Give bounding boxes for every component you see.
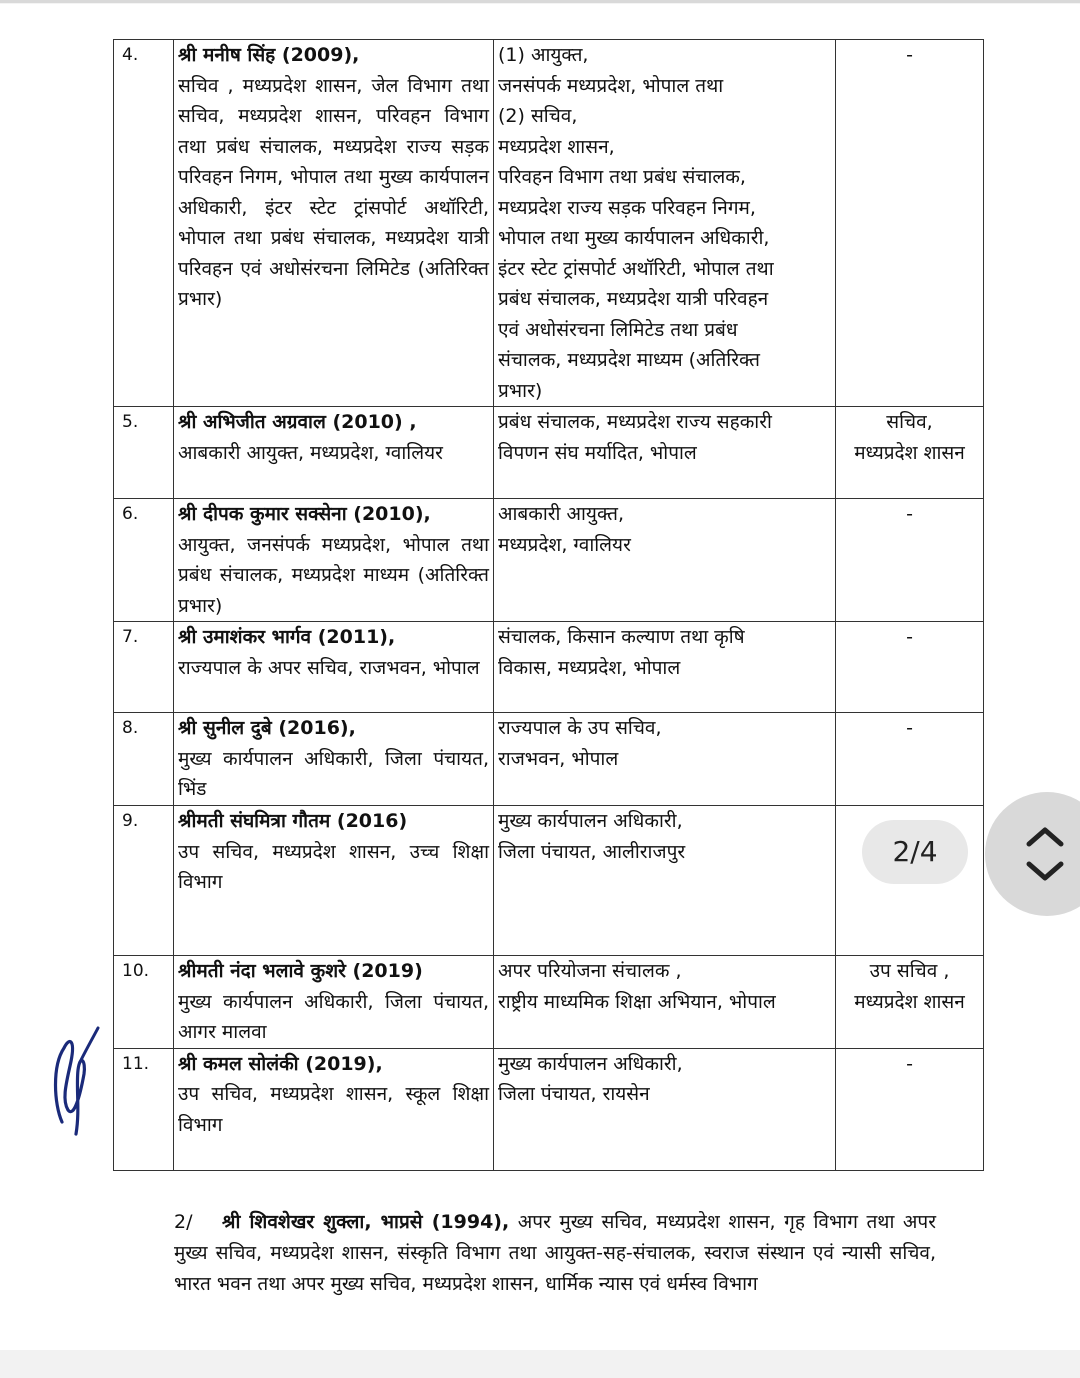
new-posting-line: राष्ट्रीय माध्यमिक शिक्षा अभियान, भोपाल bbox=[498, 990, 776, 1013]
new-posting-line: विकास, मध्यप्रदेश, भोपाल bbox=[498, 656, 681, 679]
officer-name: श्रीमती नंदा भलावे कुशरे (2019) bbox=[178, 960, 423, 982]
paragraph-2 bbox=[174, 1207, 936, 1300]
serial-number: 10. bbox=[114, 956, 174, 1049]
new-posting-cell bbox=[494, 1048, 836, 1170]
serial-number: 7. bbox=[114, 622, 174, 713]
new-posting-line: अपर परियोजना संचालक , bbox=[498, 960, 682, 982]
current-posting-cell bbox=[174, 407, 494, 499]
new-posting-cell bbox=[494, 713, 836, 806]
current-posting-cell bbox=[174, 1048, 494, 1170]
serial-number: 4. bbox=[114, 40, 174, 407]
new-posting-cell bbox=[494, 806, 836, 956]
chevron-up-down-icon bbox=[1023, 824, 1067, 884]
serial-number: 9. bbox=[114, 806, 174, 956]
current-posting-cell bbox=[174, 713, 494, 806]
current-posting: उप सचिव, मध्यप्रदेश शासन, स्कूल शिक्षा विभाग bbox=[178, 1083, 489, 1136]
transfer-table bbox=[113, 39, 984, 1171]
table-row bbox=[114, 407, 984, 499]
current-posting-cell bbox=[174, 622, 494, 713]
new-posting-line: प्रबंध संचालक, मध्यप्रदेश राज्य सहकारी bbox=[498, 411, 772, 433]
new-posting-cell bbox=[494, 622, 836, 713]
new-posting-line: प्रभार) bbox=[498, 379, 543, 402]
signature-icon bbox=[50, 1026, 102, 1144]
serial-number: 8. bbox=[114, 713, 174, 806]
remark-line: मध्यप्रदेश शासन bbox=[854, 441, 965, 464]
serial-number: 6. bbox=[114, 499, 174, 622]
officer-name: श्रीमती संघमित्रा गौतम (2016) bbox=[178, 810, 408, 832]
officer-name: श्री उमाशंकर भार्गव (2011), bbox=[178, 626, 396, 648]
document-page[interactable] bbox=[0, 4, 1080, 1350]
new-posting-line: आबकारी आयुक्त, bbox=[498, 503, 625, 525]
table-row bbox=[114, 806, 984, 956]
new-posting-line: मध्यप्रदेश, ग्वालियर bbox=[498, 533, 631, 556]
new-posting-line: संचालक, मध्यप्रदेश माध्यम (अतिरिक्त bbox=[498, 349, 761, 371]
table-row bbox=[114, 956, 984, 1049]
current-posting-cell bbox=[174, 956, 494, 1049]
new-posting-line: एवं अधोसंरचना लिमिटेड तथा प्रबंध bbox=[498, 318, 738, 341]
remark-line: - bbox=[906, 626, 913, 648]
officer-name: श्री दीपक कुमार सक्सेना (2010), bbox=[178, 503, 431, 525]
table-row bbox=[114, 40, 984, 407]
table-row bbox=[114, 713, 984, 806]
officer-name: श्री मनीष सिंह (2009), bbox=[178, 44, 360, 66]
new-posting-line: मध्यप्रदेश राज्य सड़क परिवहन निगम, bbox=[498, 196, 756, 219]
paragraph-text: अपर मुख्य सचिव, मध्यप्रदेश शासन, गृह विभाग तथा अपर मुख्य सचिव, मध्यप्रदेश शासन, संस्कृति विभाग तथा आयुक्त-सह-संचालक, स्वराज संस्थान एवं न्यासी सचिव, भारत भवन तथा अपर मुख्य सचिव, मध्यप्रदेश शासन, धार्मिक न्यास एवं धर्मस्व विभाग bbox=[174, 1211, 936, 1295]
remarks-cell bbox=[836, 40, 984, 407]
current-posting: उप सचिव, मध्यप्रदेश शासन, उच्च शिक्षा विभाग bbox=[178, 840, 489, 893]
current-posting: सचिव , मध्यप्रदेश शासन, जेल विभाग तथा सचिव, मध्यप्रदेश शासन, परिवहन विभाग तथा प्रबंध संचालक, मध्यप्रदेश राज्य सड़क परिवहन निगम, भोपाल तथा मुख्य कार्यपालन अधिकारी, इंटर स्टेट ट्रांसपोर्ट अथॉरिटी, भोपाल तथा प्रबंध संचालक, मध्यप्रदेश यात्री परिवहन एवं अधोसंरचना लिमिटेड (अतिरिक्त प्रभार) bbox=[178, 74, 489, 310]
new-posting-line: जिला पंचायत, आलीराजपुर bbox=[498, 840, 686, 863]
new-posting-line: परिवहन विभाग तथा प्रबंध संचालक, bbox=[498, 166, 746, 188]
current-posting: आयुक्त, जनसंपर्क मध्यप्रदेश, भोपाल तथा प्रबंध संचालक, मध्यप्रदेश माध्यम (अतिरिक्त प्रभार) bbox=[178, 533, 489, 617]
officer-name: श्री अभिजीत अग्रवाल (2010) , bbox=[178, 411, 417, 433]
officer-name: श्री कमल सोलंकी (2019), bbox=[178, 1052, 383, 1075]
page-indicator: 2/4 bbox=[862, 820, 968, 884]
new-posting-line: संचालक, किसान कल्याण तथा कृषि bbox=[498, 626, 745, 648]
new-posting-line: जनसंपर्क मध्यप्रदेश, भोपाल तथा bbox=[498, 74, 724, 97]
new-posting-cell bbox=[494, 956, 836, 1049]
new-posting-line: प्रबंध संचालक, मध्यप्रदेश यात्री परिवहन bbox=[498, 288, 769, 310]
remark-line: मध्यप्रदेश शासन bbox=[854, 990, 965, 1013]
current-posting-cell bbox=[174, 40, 494, 407]
remarks-cell bbox=[836, 713, 984, 806]
new-posting-line: जिला पंचायत, रायसेन bbox=[498, 1083, 650, 1105]
current-posting: राज्यपाल के अपर सचिव, राजभवन, भोपाल bbox=[178, 656, 480, 679]
remarks-cell bbox=[836, 407, 984, 499]
page-nav-button[interactable] bbox=[985, 792, 1080, 916]
remarks-cell bbox=[836, 622, 984, 713]
paragraph-officer-name: श्री शिवशेखर शुक्ला, भाप्रसे (1994), bbox=[222, 1211, 510, 1233]
officer-name: श्री सुनील दुबे (2016), bbox=[178, 717, 356, 739]
remarks-cell bbox=[836, 1048, 984, 1170]
remark-line: उप सचिव , bbox=[869, 960, 950, 982]
new-posting-line: राज्यपाल के उप सचिव, bbox=[498, 717, 662, 739]
current-posting-cell bbox=[174, 806, 494, 956]
remark-line: - bbox=[906, 503, 913, 525]
new-posting-cell bbox=[494, 40, 836, 407]
current-posting: मुख्य कार्यपालन अधिकारी, जिला पंचायत, भिंड bbox=[178, 747, 489, 800]
remark-line: - bbox=[906, 1052, 913, 1075]
new-posting-line: विपणन संघ मर्यादित, भोपाल bbox=[498, 441, 697, 464]
remarks-cell bbox=[836, 499, 984, 622]
table-row bbox=[114, 499, 984, 622]
new-posting-cell bbox=[494, 407, 836, 499]
new-posting-line: (1) आयुक्त, bbox=[498, 44, 589, 66]
bottom-bar bbox=[0, 1350, 1080, 1378]
top-divider bbox=[0, 0, 1080, 3]
new-posting-line: राजभवन, भोपाल bbox=[498, 747, 619, 770]
serial-number: 5. bbox=[114, 407, 174, 499]
new-posting-line: मुख्य कार्यपालन अधिकारी, bbox=[498, 1052, 683, 1075]
serial-number: 11. bbox=[114, 1048, 174, 1170]
remark-line: - bbox=[906, 44, 913, 66]
remark-line: सचिव, bbox=[886, 411, 933, 433]
new-posting-cell bbox=[494, 499, 836, 622]
remark-line: - bbox=[906, 717, 913, 739]
paragraph-number: 2/ bbox=[174, 1211, 193, 1233]
new-posting-line: भोपाल तथा मुख्य कार्यपालन अधिकारी, bbox=[498, 227, 770, 249]
remarks-cell bbox=[836, 956, 984, 1049]
new-posting-line: मध्यप्रदेश शासन, bbox=[498, 135, 615, 158]
current-posting-cell bbox=[174, 499, 494, 622]
current-posting: आबकारी आयुक्त, मध्यप्रदेश, ग्वालियर bbox=[178, 441, 443, 464]
current-posting: मुख्य कार्यपालन अधिकारी, जिला पंचायत, आगर मालवा bbox=[178, 990, 489, 1043]
new-posting-line: मुख्य कार्यपालन अधिकारी, bbox=[498, 810, 683, 832]
table-row bbox=[114, 622, 984, 713]
new-posting-line: (2) सचिव, bbox=[498, 105, 578, 127]
table-row bbox=[114, 1048, 984, 1170]
new-posting-line: इंटर स्टेट ट्रांसपोर्ट अथॉरिटी, भोपाल तथा bbox=[498, 257, 774, 280]
